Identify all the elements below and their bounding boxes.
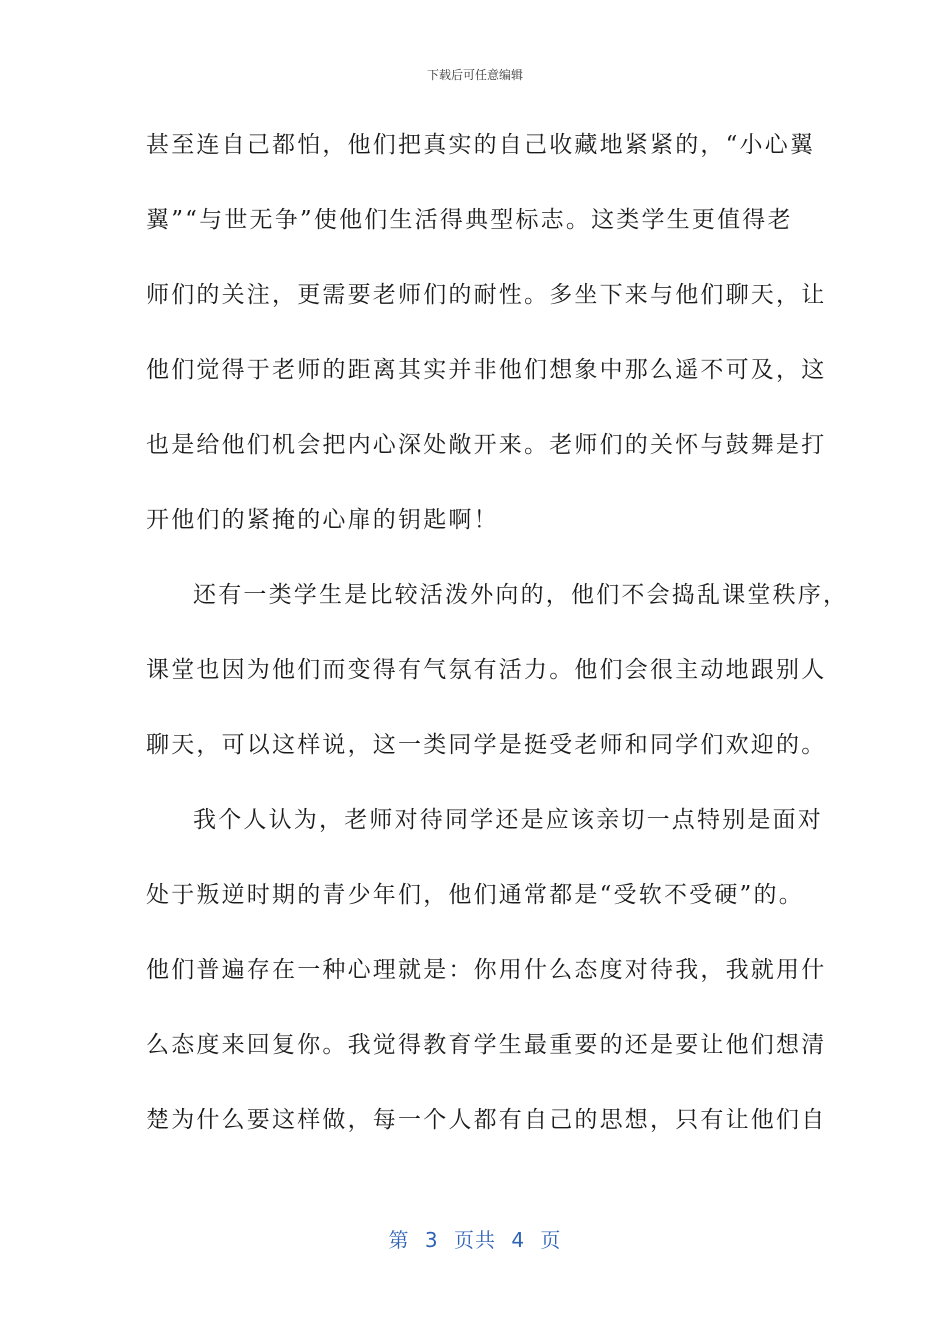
text-line: 翼”“与世无争”使他们生活得典型标志。这类学生更值得老 [146, 207, 793, 233]
text-line: 楚为什么要这样做，每一个人都有自己的思想，只有让他们自 [146, 1107, 827, 1133]
text-line: 也是给他们机会把内心深处敞开来。老师们的关怀与鼓舞是打 [146, 432, 827, 458]
text-line: 师们的关注，更需要老师们的耐性。多坐下来与他们聊天，让 [146, 282, 827, 308]
text-line: 他们觉得于老师的距离其实并非他们想象中那么遥不可及，这 [146, 357, 827, 383]
text-line: 他们普遍存在一种心理就是：你用什么态度对待我，我就用什 [146, 957, 827, 983]
page-header: 下载后可任意编辑 [426, 68, 523, 82]
text-line: 课堂也因为他们而变得有气氛有活力。他们会很主动地跟别人 [146, 657, 827, 683]
paragraph-start-line: 还有一类学生是比较活泼外向的，他们不会捣乱课堂秩序， [193, 582, 849, 608]
paragraph-start-line: 我个人认为，老师对待同学还是应该亲切一点特别是面对 [193, 807, 823, 833]
text-line: 么态度来回复你。我觉得教育学生最重要的还是要让他们想清 [146, 1032, 827, 1058]
page-footer: 第 3 页共 4 页 [388, 1228, 562, 1252]
text-line: 处于叛逆时期的青少年们，他们通常都是“受软不受硬”的。 [146, 882, 804, 908]
text-line: 甚至连自己都怕，他们把真实的自己收藏地紧紧的，“小心翼 [146, 132, 816, 158]
text-line: 开他们的紧掩的心扉的钥匙啊！ [146, 507, 499, 533]
body-text [146, 118, 849, 1168]
text-line: 聊天，可以这样说，这一类同学是挺受老师和同学们欢迎的。 [146, 732, 827, 758]
